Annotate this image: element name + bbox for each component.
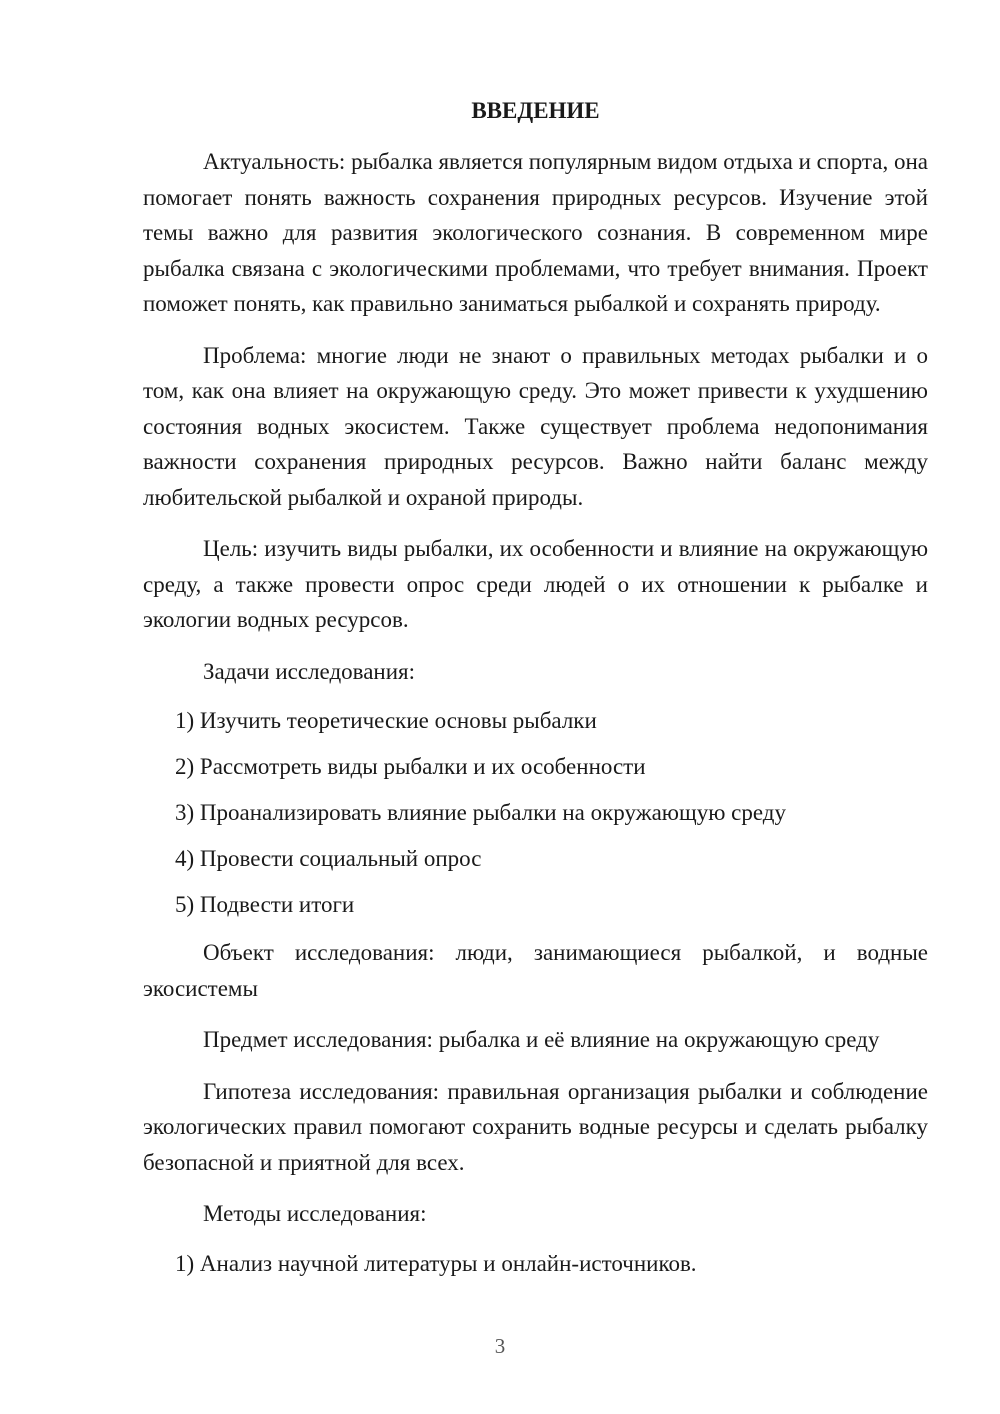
page-content: [143, 94, 928, 1294]
hypothesis-paragraph: Гипотеза исследования: правильная организация рыбалки и соблюдение экологических правил помогают сохранить водные ресурсы и сделать рыбалку безопасной и приятной для всех.: [143, 1078, 928, 1175]
goal-paragraph: Цель: изучить виды рыбалки, их особенности и влияние на окружающую среду, а также провести опрос среди людей о их отношении к рыбалке и экологии водных ресурсов.: [143, 536, 928, 632]
task-item: 2) Рассмотреть виды рыбалки и их особенности: [175, 754, 646, 779]
page-number: 3: [494, 1334, 506, 1358]
task-item: 3) Проанализировать влияние рыбалки на окружающую среду: [175, 800, 786, 825]
methods-heading: Методы исследования:: [203, 1201, 427, 1226]
task-item: 4) Провести социальный опрос: [175, 846, 482, 871]
relevance-paragraph: Актуальность: рыбалка является популярным видом отдыха и спорта, она помогает понять важность сохранения природных ресурсов. Изучение этой темы важно для развития экологического сознания. В современном мире рыбалка связана с экологическими проблемами, что требует внимания. Проект поможет понять, как правильно заниматься рыбалкой и сохранять природу.: [143, 149, 928, 316]
task-item: 5) Подвести итоги: [175, 892, 355, 917]
subject-paragraph: Предмет исследования: рыбалка и её влияние на окружающую среду: [203, 1027, 880, 1052]
method-item: 1) Анализ научной литературы и онлайн-источников.: [175, 1250, 697, 1276]
problem-paragraph: Проблема: многие люди не знают о правильных методах рыбалки и о том, как она влияет на окружающую среду. Это может привести к ухудшению состояния водных экосистем. Также существует проблема недопонимания важности сохранения природных ресурсов. Важно найти баланс между любительской рыбалкой и охраной природы.: [143, 342, 928, 510]
task-item: 1) Изучить теоретические основы рыбалки: [175, 708, 597, 733]
tasks-heading: Задачи исследования:: [203, 658, 416, 684]
page-title: ВВЕДЕНИЕ: [471, 98, 600, 123]
object-paragraph: Объект исследования: люди, занимающиеся рыбалкой, и водные экосистемы: [143, 940, 928, 1001]
